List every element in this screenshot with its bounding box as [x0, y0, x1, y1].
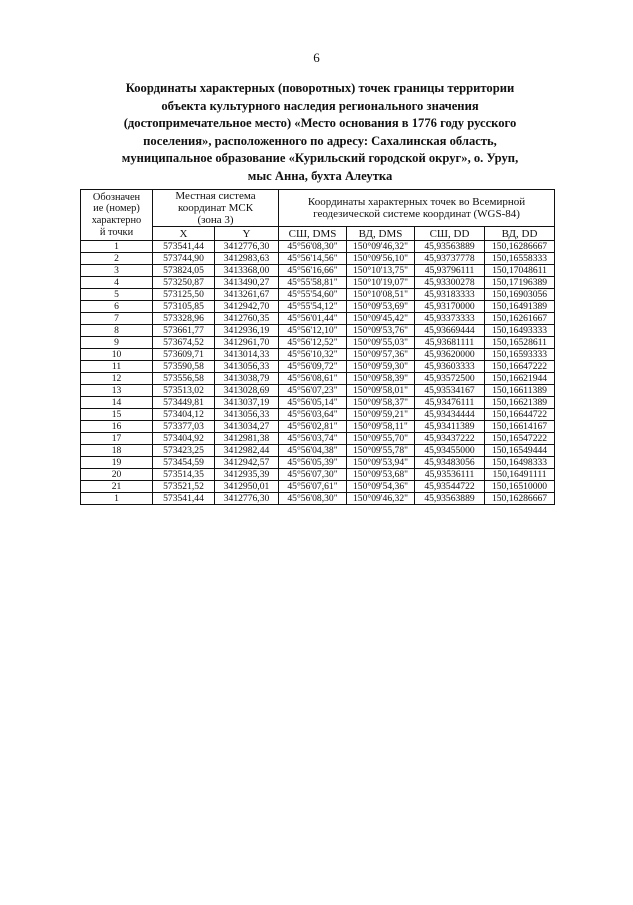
cell-lat-dd: 45,93603333: [415, 361, 485, 373]
cell-x: 573514,35: [153, 469, 215, 481]
cell-lat-dms: 45°55'54,12": [279, 301, 347, 313]
cell-point: 12: [81, 373, 153, 385]
cell-lat-dms: 45°56'02,81": [279, 421, 347, 433]
cell-lon-dms: 150°09'53,69": [347, 301, 415, 313]
subheader-lon-dd: ВД, DD: [485, 227, 555, 241]
cell-y: 3413038,79: [215, 373, 279, 385]
cell-y: 3413056,33: [215, 361, 279, 373]
cell-lon-dd: 150,17048611: [485, 265, 555, 277]
cell-lon-dd: 150,16558333: [485, 253, 555, 265]
cell-point: 17: [81, 433, 153, 445]
table-subheader-row: [81, 227, 555, 241]
cell-point: 14: [81, 397, 153, 409]
cell-y: 3413261,67: [215, 289, 279, 301]
document-title: [70, 80, 570, 185]
cell-lat-dd: 45,93681111: [415, 337, 485, 349]
cell-lat-dms: 45°56'08,61": [279, 373, 347, 385]
cell-lat-dms: 45°56'07,61": [279, 481, 347, 493]
cell-x: 573404,92: [153, 433, 215, 445]
cell-lon-dms: 150°09'57,36": [347, 349, 415, 361]
cell-y: 3412935,39: [215, 469, 279, 481]
table-row: [81, 481, 555, 493]
table-row: [81, 301, 555, 313]
title-line: (достопримечательное место) «Место основания в 1776 году русского: [123, 116, 517, 130]
cell-y: 3412981,38: [215, 433, 279, 445]
cell-lat-dd: 45,93796111: [415, 265, 485, 277]
cell-point: 11: [81, 361, 153, 373]
cell-lon-dd: 150,16547222: [485, 433, 555, 445]
cell-point: 21: [81, 481, 153, 493]
table-row: [81, 325, 555, 337]
cell-lat-dd: 45,93476111: [415, 397, 485, 409]
cell-lat-dd: 45,93183333: [415, 289, 485, 301]
cell-lat-dms: 45°56'03,74": [279, 433, 347, 445]
header-wgs-system: Координаты характерных точек во Всемирной геодезической системе координат (WGS-84): [279, 190, 555, 227]
table-row: [81, 241, 555, 253]
title-line: объекта культурного наследия регионального значения: [161, 98, 479, 113]
cell-lon-dms: 150°09'55,78": [347, 445, 415, 457]
cell-x: 573674,52: [153, 337, 215, 349]
cell-y: 3413028,69: [215, 385, 279, 397]
cell-lat-dms: 45°56'12,52": [279, 337, 347, 349]
subheader-lat-dd: СШ, DD: [415, 227, 485, 241]
cell-point: 1: [81, 241, 153, 253]
cell-lon-dd: 150,16261667: [485, 313, 555, 325]
table-row: [81, 385, 555, 397]
cell-y: 3413037,19: [215, 397, 279, 409]
cell-point: 18: [81, 445, 153, 457]
cell-lat-dd: 45,93437222: [415, 433, 485, 445]
cell-lat-dd: 45,93620000: [415, 349, 485, 361]
cell-lat-dms: 45°56'03,64": [279, 409, 347, 421]
cell-x: 573377,03: [153, 421, 215, 433]
table-header-row: [81, 190, 555, 227]
title-line: Координаты характерных (поворотных) точек границы территории: [125, 81, 515, 95]
cell-point: 8: [81, 325, 153, 337]
cell-point: 19: [81, 457, 153, 469]
table-row: [81, 277, 555, 289]
cell-y: 3412760,35: [215, 313, 279, 325]
cell-lat-dd: 45,93669444: [415, 325, 485, 337]
cell-lon-dd: 150,16549444: [485, 445, 555, 457]
table-row: [81, 373, 555, 385]
cell-x: 573744,90: [153, 253, 215, 265]
cell-lon-dd: 150,16621389: [485, 397, 555, 409]
cell-lon-dms: 150°09'58,39": [347, 373, 415, 385]
table-row: [81, 253, 555, 265]
cell-x: 573125,50: [153, 289, 215, 301]
cell-lon-dms: 150°09'53,76": [347, 325, 415, 337]
cell-lat-dd: 45,93534167: [415, 385, 485, 397]
cell-lat-dd: 45,93170000: [415, 301, 485, 313]
cell-y: 3412936,19: [215, 325, 279, 337]
cell-point: 16: [81, 421, 153, 433]
cell-lat-dms: 45°56'08,30": [279, 241, 347, 253]
cell-lat-dms: 45°56'12,10": [279, 325, 347, 337]
cell-lat-dd: 45,93434444: [415, 409, 485, 421]
table-row: [81, 433, 555, 445]
cell-point: 2: [81, 253, 153, 265]
cell-lat-dms: 45°55'58,81": [279, 277, 347, 289]
cell-lon-dms: 150°09'53,68": [347, 469, 415, 481]
cell-lon-dms: 150°10'08,51": [347, 289, 415, 301]
cell-lon-dd: 150,16644722: [485, 409, 555, 421]
cell-point: 15: [81, 409, 153, 421]
cell-x: 573590,58: [153, 361, 215, 373]
table-row: [81, 289, 555, 301]
cell-lon-dms: 150°09'59,30": [347, 361, 415, 373]
cell-x: 573513,02: [153, 385, 215, 397]
cell-x: 573328,96: [153, 313, 215, 325]
cell-point: 7: [81, 313, 153, 325]
cell-point: 20: [81, 469, 153, 481]
subheader-lon-dms: ВД, DMS: [347, 227, 415, 241]
cell-x: 573250,87: [153, 277, 215, 289]
cell-lat-dms: 45°56'08,30": [279, 493, 347, 505]
table-row: [81, 445, 555, 457]
cell-y: 3412961,70: [215, 337, 279, 349]
cell-x: 573449,81: [153, 397, 215, 409]
cell-lat-dms: 45°55'54,60": [279, 289, 347, 301]
cell-lat-dms: 45°56'07,23": [279, 385, 347, 397]
cell-lon-dms: 150°09'53,94": [347, 457, 415, 469]
cell-lat-dd: 45,93455000: [415, 445, 485, 457]
cell-lat-dd: 45,93411389: [415, 421, 485, 433]
cell-lon-dd: 150,16621944: [485, 373, 555, 385]
cell-lon-dms: 150°09'55,03": [347, 337, 415, 349]
table-row: [81, 361, 555, 373]
cell-lon-dd: 150,16528611: [485, 337, 555, 349]
cell-lon-dd: 150,16647222: [485, 361, 555, 373]
cell-lon-dd: 150,16286667: [485, 241, 555, 253]
cell-y: 3412942,57: [215, 457, 279, 469]
cell-lat-dms: 45°56'14,56": [279, 253, 347, 265]
table-body: [81, 241, 555, 505]
table-row: [81, 313, 555, 325]
cell-point: 3: [81, 265, 153, 277]
cell-y: 3413014,33: [215, 349, 279, 361]
cell-lat-dms: 45°56'05,39": [279, 457, 347, 469]
cell-y: 3413490,27: [215, 277, 279, 289]
cell-point: 5: [81, 289, 153, 301]
cell-lat-dms: 45°56'04,38": [279, 445, 347, 457]
table-row: [81, 421, 555, 433]
cell-lat-dd: 45,93563889: [415, 241, 485, 253]
cell-y: 3413056,33: [215, 409, 279, 421]
cell-y: 3412942,70: [215, 301, 279, 313]
cell-x: 573454,59: [153, 457, 215, 469]
cell-lon-dms: 150°09'58,01": [347, 385, 415, 397]
cell-x: 573105,85: [153, 301, 215, 313]
cell-y: 3413034,27: [215, 421, 279, 433]
table-row: [81, 397, 555, 409]
cell-lon-dms: 150°09'58,37": [347, 397, 415, 409]
cell-lat-dd: 45,93373333: [415, 313, 485, 325]
cell-lat-dd: 45,93483056: [415, 457, 485, 469]
cell-lon-dms: 150°09'54,36": [347, 481, 415, 493]
cell-point: 1: [81, 493, 153, 505]
cell-lon-dd: 150,16611389: [485, 385, 555, 397]
title-line: поселения», расположенного по адресу: Сахалинская область,: [143, 133, 497, 148]
cell-point: 9: [81, 337, 153, 349]
cell-lon-dd: 150,16614167: [485, 421, 555, 433]
table-row: [81, 493, 555, 505]
cell-lon-dd: 150,16510000: [485, 481, 555, 493]
cell-x: 573404,12: [153, 409, 215, 421]
cell-y: 3412982,44: [215, 445, 279, 457]
page-number: 6: [313, 50, 320, 65]
cell-point: 13: [81, 385, 153, 397]
subheader-x: X: [153, 227, 215, 241]
cell-y: 3412983,63: [215, 253, 279, 265]
cell-x: 573661,77: [153, 325, 215, 337]
cell-lat-dd: 45,93572500: [415, 373, 485, 385]
subheader-y: Y: [215, 227, 279, 241]
cell-y: 3412950,01: [215, 481, 279, 493]
cell-x: 573824,05: [153, 265, 215, 277]
cell-lon-dms: 150°09'46,32": [347, 493, 415, 505]
cell-x: 573423,25: [153, 445, 215, 457]
header-msk-system: Местная система координат МСК (зона 3): [153, 190, 279, 227]
table-row: [81, 337, 555, 349]
cell-lon-dd: 150,16903056: [485, 289, 555, 301]
table-row: [81, 349, 555, 361]
cell-point: 4: [81, 277, 153, 289]
cell-y: 3412776,30: [215, 241, 279, 253]
table-row: [81, 457, 555, 469]
cell-lon-dd: 150,17196389: [485, 277, 555, 289]
cell-lat-dd: 45,93737778: [415, 253, 485, 265]
cell-point: 6: [81, 301, 153, 313]
cell-lon-dms: 150°09'56,10": [347, 253, 415, 265]
cell-x: 573541,44: [153, 493, 215, 505]
cell-point: 10: [81, 349, 153, 361]
cell-lat-dms: 45°56'09,72": [279, 361, 347, 373]
header-point-number: Обозначен ие (номер) характерно й точки: [81, 190, 153, 241]
cell-lat-dms: 45°56'10,32": [279, 349, 347, 361]
cell-y: 3412776,30: [215, 493, 279, 505]
table-row: [81, 409, 555, 421]
cell-lon-dms: 150°09'59,21": [347, 409, 415, 421]
title-line: муниципальное образование «Курильский городской округ», о. Уруп,: [121, 151, 519, 165]
cell-lat-dms: 45°56'07,30": [279, 469, 347, 481]
cell-x: 573521,52: [153, 481, 215, 493]
cell-lon-dms: 150°10'19,07": [347, 277, 415, 289]
table-row: [81, 265, 555, 277]
cell-x: 573556,58: [153, 373, 215, 385]
cell-lon-dd: 150,16493333: [485, 325, 555, 337]
title-line: мыс Анна, бухта Алеутка: [247, 168, 393, 183]
cell-lon-dd: 150,16491389: [485, 301, 555, 313]
cell-lat-dd: 45,93544722: [415, 481, 485, 493]
subheader-lat-dms: СШ, DMS: [279, 227, 347, 241]
cell-lat-dd: 45,93536111: [415, 469, 485, 481]
cell-y: 3413368,00: [215, 265, 279, 277]
cell-lon-dms: 150°09'58,11": [347, 421, 415, 433]
cell-x: 573541,44: [153, 241, 215, 253]
cell-lon-dms: 150°10'13,75": [347, 265, 415, 277]
table-row: [81, 469, 555, 481]
cell-lat-dms: 45°56'01,44": [279, 313, 347, 325]
cell-lon-dms: 150°09'46,32": [347, 241, 415, 253]
cell-lon-dms: 150°09'55,70": [347, 433, 415, 445]
cell-lat-dd: 45,93563889: [415, 493, 485, 505]
cell-lon-dms: 150°09'45,42": [347, 313, 415, 325]
cell-lon-dd: 150,16286667: [485, 493, 555, 505]
cell-lat-dms: 45°56'16,66": [279, 265, 347, 277]
cell-x: 573609,71: [153, 349, 215, 361]
cell-lat-dd: 45,93300278: [415, 277, 485, 289]
cell-lon-dd: 150,16491111: [485, 469, 555, 481]
coordinates-table: [80, 189, 555, 505]
cell-lat-dms: 45°56'05,14": [279, 397, 347, 409]
cell-lon-dd: 150,16498333: [485, 457, 555, 469]
cell-lon-dd: 150,16593333: [485, 349, 555, 361]
